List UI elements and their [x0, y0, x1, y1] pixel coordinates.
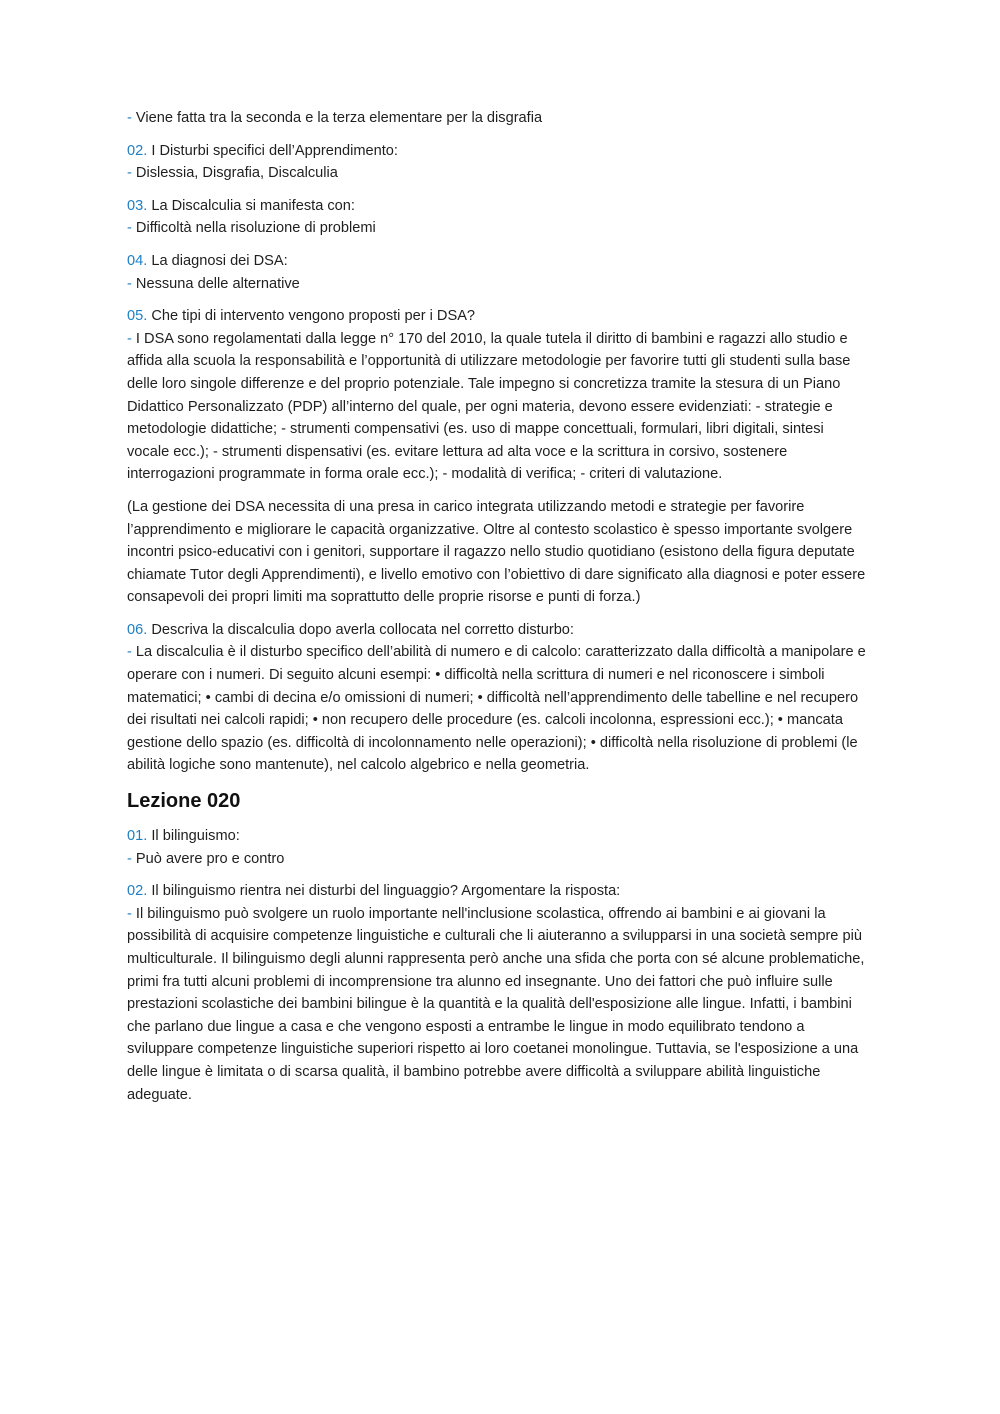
question-block — [127, 305, 867, 486]
question-line — [127, 250, 867, 273]
answer-text: Viene fatta tra la seconda e la terza elementare per la disgrafia — [135, 110, 543, 126]
question-line — [127, 195, 867, 218]
answer-line — [127, 162, 867, 185]
question-number: 06. — [127, 621, 148, 638]
question-number: 02. — [127, 883, 148, 900]
question-block — [127, 619, 867, 777]
question-line — [127, 140, 867, 163]
answer-text: Il bilinguismo può svolgere un ruolo importante nell'inclusione scolastica, offrendo ai bambini e ai giovani la possibilità di acquisire competenze linguistiche e culturali che li aiuteranno a svilupparsi in una società sempre più multiculturale. Il bilinguismo degli alunni rappresenta però anche una sfida che porta con sé alcune problematiche, primi fra tutti alcuni problemi di incomprensione tra alunno ed insegnante. Uno dei fattori che può influire sulle prestazioni scolastiche dei bambini bilingue è la quantità e la qualità dell'esposizione alle lingue. Infatti, i bambini che parlano due lingue a casa e che vengono esposti a entrambe le lingue in modo equilibrato tendono a sviluppare competenze linguistiche superiori rispetto ai loro coetanei monolingue. Tuttavia, se l'esposizione a una delle lingue è limitata o di scarsa qualità, il bambino potrebbe avere difficoltà a sviluppare abilità linguistiche adeguate. — [127, 905, 865, 1103]
answer-dash: - — [127, 330, 136, 347]
question-text: La diagnosi dei DSA: — [151, 252, 288, 269]
question-text: Che tipi di intervento vengono proposti per i DSA? — [151, 308, 476, 325]
answer-text: Difficoltà nella risoluzione di problemi — [135, 220, 376, 237]
document-page — [127, 107, 867, 1116]
question-text: Descriva la discalculia dopo averla collocata nel corretto disturbo: — [151, 621, 574, 638]
answer-dash: - — [127, 850, 136, 867]
question-text: La Discalculia si manifesta con: — [151, 197, 355, 214]
question-block — [127, 250, 867, 295]
question-text: Il bilinguismo: — [151, 828, 240, 845]
answer-line — [127, 903, 867, 1106]
question-line — [127, 880, 867, 903]
answer-dash: - — [127, 905, 136, 922]
answer-text: I DSA sono regolamentati dalla legge n° 170 del 2010, la quale tutela il diritto di bambini e ragazzi allo studio e affida alla scuola la responsabilità e l’opportunità di utilizzare metodologie per favorire tutti gli studenti sulla base delle loro singole differenze e del proprio potenziale. Tale impegno si concretizza tramite la stesura di un Piano Didattico Personalizzato (PDP) all’interno del quale, per ogni materia, devono essere evidenziati: - strategie e metodologie didattiche; - strumenti compensativi (es. uso di mappe concettuali, formulari, libri digitali, sintesi vocale ecc.); - strumenti dispensativi (es. evitare lettura ad alta voce e la scrittura in corsivo, sostenere interrogazioni programmate in forma orale ecc.); - modalità di verifica; - criteri di valutazione. — [127, 330, 851, 483]
question-number: 01. — [127, 828, 148, 845]
question-block — [127, 880, 867, 1106]
answer-line — [127, 217, 867, 240]
answer-text: Nessuna delle alternative — [135, 275, 300, 292]
question-line — [127, 825, 867, 848]
question-number: 02. — [127, 142, 148, 159]
answer-text: La discalculia è il disturbo specifico dell’abilità di numero e di calcolo: caratterizzato dalla difficoltà a manipolare e operare con i numeri. Di seguito alcuni esempi: • difficoltà nella scrittura di numeri e nel riconoscere i simboli matematici; • cambi di decina e/o omissioni di numeri; • difficoltà nell’apprendimento delle tabelline e nel recupero dei risultati nei calcoli rapidi; • non recupero delle procedure (es. calcoli incolonna, espressioni ecc.); • mancata gestione dello spazio (es. difficoltà di incolonnamento nelle operazioni); • difficoltà nella risoluzione di problemi (le abilità logiche sono mantenute), nel calcolo algebrico e nella geometria. — [127, 644, 866, 774]
question-block — [127, 195, 867, 240]
question-block — [127, 825, 867, 870]
answer-dash: - — [127, 110, 136, 126]
question-line — [127, 619, 867, 642]
question-text: I Disturbi specifici dell’Apprendimento: — [151, 142, 398, 159]
question-number: 04. — [127, 252, 148, 269]
answer-line — [127, 107, 867, 130]
answer-line — [127, 641, 867, 777]
answer-dash: - — [127, 275, 136, 292]
answer-dash: - — [127, 165, 136, 182]
question-text: Il bilinguismo rientra nei disturbi del linguaggio? Argomentare la risposta: — [151, 883, 621, 900]
note-paragraph: (La gestione dei DSA necessita di una presa in carico integrata utilizzando metodi e strategie per favorire l’apprendimento e migliorare le capacità organizzative. Oltre al contesto scolastico è spesso importante svolgere incontri psico-educativi con i genitori, supportare il ragazzo nello studio quotidiano (esistono della figura deputate chiamate Tutor degli Apprendimenti), e livello emotivo con l’obiettivo di dare significato alla diagnosi e poter essere consapevoli dei propri limiti ma soprattutto delle proprie risorse e punti di forza.) — [127, 498, 866, 606]
answer-line — [127, 848, 867, 871]
answer-text: Può avere pro e contro — [135, 850, 285, 867]
question-number: 03. — [127, 197, 148, 214]
answer-dash: - — [127, 644, 136, 661]
question-line — [127, 305, 867, 328]
answer-text: Dislessia, Disgrafia, Discalculia — [135, 165, 338, 182]
question-number: 05. — [127, 308, 148, 325]
answer-continuation — [127, 107, 867, 130]
question-block — [127, 140, 867, 185]
answer-line — [127, 328, 867, 486]
answer-dash: - — [127, 220, 136, 237]
answer-line — [127, 273, 867, 296]
lesson-heading: Lezione 020 — [127, 790, 241, 813]
